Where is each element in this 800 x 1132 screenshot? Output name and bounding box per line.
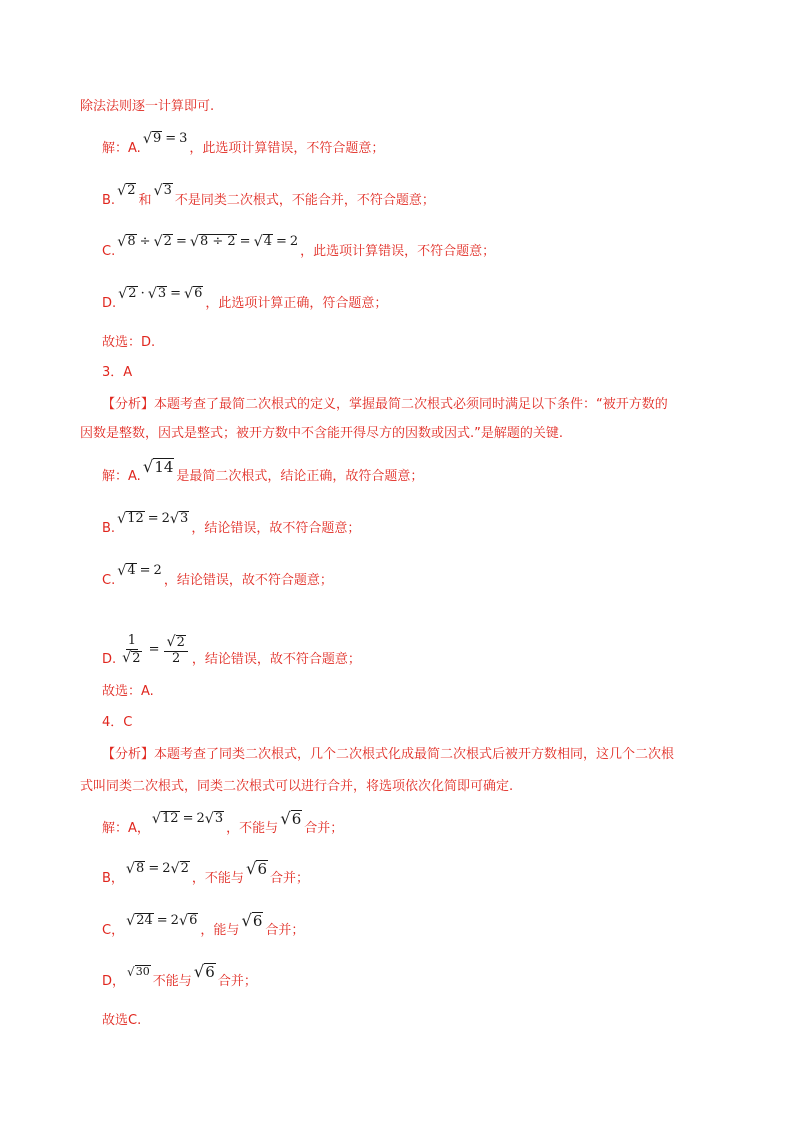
q3-option-b — [102, 511, 361, 538]
sqrt-sign: √ — [204, 811, 214, 827]
radicand: 2 — [132, 650, 141, 666]
sqrt-sign: √ — [151, 811, 162, 827]
text: 是最简二次根式，结论正确，故符合题意； — [176, 469, 424, 484]
op: = — [148, 642, 160, 658]
text: 【分析】本题考查了同类二次根式，几个二次根式化成最简二次根式后被开方数相同，这几个二次根 — [102, 747, 675, 762]
sqrt-sign: √ — [118, 286, 128, 302]
sqrt-sign: √ — [184, 286, 194, 302]
op: = — [156, 913, 168, 928]
text: 故选：A. — [102, 684, 154, 699]
radicand: 12 — [127, 511, 144, 527]
sqrt-sign: √ — [245, 859, 257, 878]
formula-sqrt8-div-sqrt2 — [117, 233, 298, 251]
q2-choice — [102, 334, 155, 352]
sqrt-sign: √ — [117, 563, 127, 579]
formula-sqrt3 — [153, 182, 172, 200]
formula-sqrt6 — [194, 963, 216, 981]
radicand: 3 — [214, 811, 224, 827]
formula-sqrt9 — [143, 130, 188, 148]
formula-sqrt14 — [143, 458, 175, 476]
q2-option-a — [102, 131, 385, 158]
sqrt-sign: √ — [153, 234, 163, 250]
q2-option-c — [102, 234, 496, 261]
sqrt-sign: √ — [117, 511, 127, 527]
radicand: 2 — [163, 234, 172, 250]
sqrt-sign: √ — [153, 183, 163, 199]
radicand: 24 — [136, 913, 153, 929]
label: D. — [102, 296, 117, 311]
radicand: 2 — [180, 861, 189, 877]
radicand: 9 — [152, 131, 162, 147]
q3-option-a — [102, 457, 424, 486]
num: 2 — [196, 811, 205, 826]
q4-analysis-line-1 — [102, 746, 674, 764]
sqrt-sign: √ — [193, 962, 205, 981]
text: 式叫同类二次根式，同类二次根式可以进行合并，将选项依次化简即可确定. — [80, 779, 514, 794]
q4-option-c — [102, 911, 305, 940]
text: ，能与 — [200, 923, 240, 938]
radicand: 30 — [135, 965, 150, 979]
op: = — [170, 286, 182, 301]
text: 3．A — [102, 365, 133, 380]
sqrt-sign: √ — [142, 457, 154, 476]
radicand: 6 — [291, 810, 302, 829]
num: 2 — [161, 511, 170, 526]
q2-option-d — [102, 286, 388, 313]
text: ，结论错误，故不符合题意； — [163, 573, 333, 588]
text: ，结论错误，故不符合题意； — [191, 521, 361, 536]
radicand: 2 — [128, 286, 137, 302]
radicand: 2 — [176, 634, 185, 650]
sqrt-sign: √ — [178, 913, 189, 929]
formula-sqrt30 — [127, 963, 151, 981]
radicand: 14 — [154, 458, 174, 477]
q4-option-b — [102, 859, 310, 888]
op: = — [147, 511, 159, 526]
text: 合并； — [265, 923, 305, 938]
label: C. — [102, 244, 116, 259]
text: 故选：D. — [102, 335, 156, 350]
formula-sqrt24 — [126, 912, 198, 930]
sqrt-sign: √ — [189, 234, 199, 250]
q4-analysis-line-2 — [80, 778, 513, 796]
label: 解：A， — [102, 821, 150, 836]
q3-analysis-line-1 — [102, 396, 668, 414]
radicand: 2 — [127, 183, 136, 199]
label: C. — [102, 573, 116, 588]
radicand: 6 — [252, 912, 263, 931]
denominator: 2 — [172, 650, 181, 666]
formula-sqrt2 — [117, 182, 136, 200]
q3-choice — [102, 683, 154, 701]
radicand: 4 — [127, 563, 136, 579]
radicand: 6 — [189, 913, 198, 929]
op: = — [182, 811, 194, 826]
radicand: 6 — [194, 286, 203, 302]
text: ，此选项计算正确，符合题意； — [205, 296, 388, 311]
label: B. — [102, 193, 116, 208]
text: 4．C — [102, 715, 133, 730]
formula-fraction — [118, 634, 190, 667]
op: = — [139, 563, 151, 578]
radicand: 12 — [162, 811, 179, 827]
sqrt-sign: √ — [147, 286, 157, 302]
q4-choice — [102, 1012, 141, 1030]
formula-sqrt2-dot-sqrt3 — [118, 285, 203, 303]
text: 故选C. — [102, 1013, 142, 1028]
formula-sqrt6 — [246, 860, 268, 878]
formula-sqrt6 — [280, 810, 302, 828]
sqrt-sign: √ — [280, 809, 291, 828]
formula-sqrt8 — [126, 860, 190, 878]
sqrt-sign: √ — [127, 965, 135, 979]
label: 解：A. — [102, 469, 141, 484]
q3-option-c — [102, 563, 333, 590]
text: 和 — [138, 193, 152, 208]
text: ，此选项计算错误，不符合题意； — [300, 244, 496, 259]
label: D， — [102, 974, 126, 989]
formula-sqrt4 — [117, 562, 162, 580]
op: = — [148, 861, 160, 876]
radicand: 3 — [180, 511, 189, 527]
text: 因数是整数，因式是整式；被开方数中不含能开得尽方的因数或因式.”是解题的关键. — [80, 426, 564, 441]
text-line-continuation — [80, 98, 214, 116]
radicand: 6 — [205, 963, 215, 982]
sqrt-sign: √ — [117, 183, 127, 199]
sqrt-sign: √ — [253, 234, 263, 250]
text: ，不能与 — [226, 821, 279, 836]
q3-option-d — [102, 633, 361, 669]
text: 除法法则逐一计算即可. — [80, 99, 215, 114]
sqrt-sign: √ — [241, 911, 252, 930]
q2-option-b — [102, 183, 435, 210]
formula-sqrt12 — [117, 510, 189, 528]
num: 2 — [153, 563, 162, 578]
text: 合并； — [217, 974, 257, 989]
text: 不是同类二次根式，不能合并，不符合题意； — [174, 193, 435, 208]
formula-sqrt12 — [152, 810, 224, 828]
op: · — [140, 286, 145, 301]
q4-option-d — [102, 962, 257, 991]
q3-number — [102, 364, 132, 382]
num: 2 — [162, 861, 171, 876]
radicand: 3 — [157, 286, 167, 302]
radicand: 8 — [127, 234, 136, 250]
fraction-left — [120, 634, 143, 667]
op: = — [239, 234, 251, 249]
num: 3 — [179, 131, 188, 146]
label: B. — [102, 521, 116, 536]
op: = — [275, 234, 287, 249]
sqrt-sign: √ — [170, 861, 180, 877]
radicand: 3 — [163, 183, 172, 199]
radicand: 6 — [257, 860, 267, 879]
text: ，此选项计算错误，不符合题意； — [189, 141, 385, 156]
op: = — [175, 234, 187, 249]
sqrt-sign: √ — [126, 913, 136, 929]
sqrt-sign: √ — [166, 634, 176, 650]
radicand: 8 — [136, 861, 145, 877]
radicand: 8 ÷ 2 — [199, 234, 236, 250]
text: ，结论错误，故不符合题意； — [191, 651, 361, 667]
text: 不能与 — [152, 974, 192, 989]
fraction-right — [164, 634, 187, 667]
q4-option-a — [102, 809, 344, 838]
radicand: 4 — [263, 234, 272, 250]
text: 合并； — [270, 871, 310, 886]
label: B， — [102, 871, 124, 886]
sqrt-sign: √ — [125, 861, 136, 877]
op: ÷ — [139, 234, 151, 249]
text: 合并； — [304, 821, 344, 836]
num: 2 — [170, 913, 179, 928]
text: 【分析】本题考查了最简二次根式的定义，掌握最简二次根式必须同时满足以下条件：“被开方数的 — [102, 397, 668, 412]
sqrt-sign: √ — [117, 234, 127, 250]
sqrt-sign: √ — [169, 511, 180, 527]
text: ，不能与 — [191, 871, 244, 886]
q4-number — [102, 714, 132, 732]
q3-analysis-line-2 — [80, 425, 563, 443]
op: = — [165, 131, 177, 146]
num: 2 — [289, 234, 299, 249]
numerator: 1 — [127, 633, 136, 648]
formula-sqrt6 — [241, 912, 263, 930]
label: C， — [102, 923, 125, 938]
sqrt-sign: √ — [122, 649, 132, 666]
label: D. — [102, 651, 117, 667]
sqrt-sign: √ — [142, 131, 152, 147]
label: 解：A. — [102, 141, 141, 156]
